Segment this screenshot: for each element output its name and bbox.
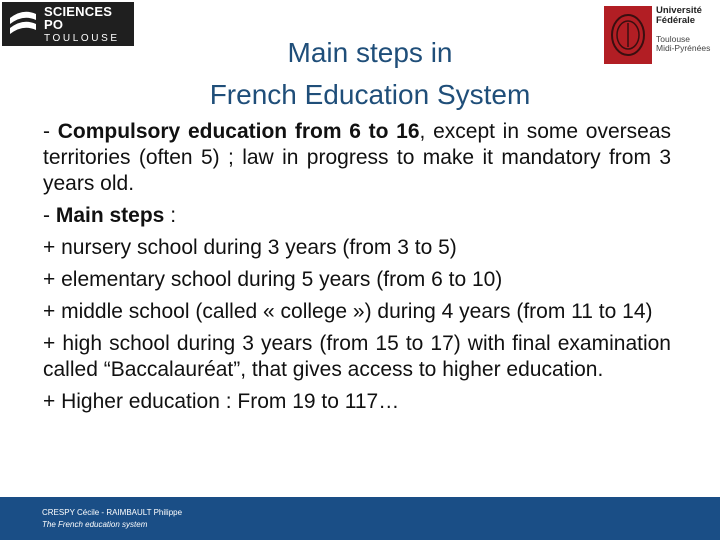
middle-school-item: + middle school (called « college ») during 4 years (from 11 to 14) <box>43 300 653 323</box>
footer-subtitle: The French education system <box>42 520 148 529</box>
logo-federale-text: Fédérale <box>656 15 696 27</box>
logo-universite-text: Université <box>656 5 702 16</box>
logo-toulouse-text: Toulouse <box>656 33 691 44</box>
main-steps-colon: : <box>164 204 177 227</box>
slide-body <box>43 119 671 421</box>
main-steps-heading <box>43 203 671 229</box>
high-school-item: + high school during 3 years (from 15 to 17) with final examination called “Baccalauréat”, that gives access to higher education. <box>43 332 671 381</box>
compulsory-education-paragraph <box>43 119 671 197</box>
slide-title-line-1: Main steps in <box>287 37 453 68</box>
sciences-po-logo-text: SCIENCES PO <box>44 3 113 32</box>
sciences-po-mark-icon <box>8 8 38 40</box>
slide-title-line-2: French Education System <box>209 79 531 110</box>
university-seal-icon <box>604 6 652 64</box>
bullet-dash: - <box>43 204 56 227</box>
bullet-dash: - <box>43 120 58 143</box>
footer-authors: CRESPY Cécile - RAIMBAULT Philippe <box>42 508 183 517</box>
logo-midi-pyrenees-text: Midi-Pyrénées <box>656 43 711 54</box>
main-steps-bold: Main steps <box>55 204 165 227</box>
compulsory-education-text: , except in some overseas territories (often 5) ; law in progress to make it mandatory from 3 years old. <box>43 120 672 195</box>
universite-federale-logo <box>604 6 716 68</box>
toulouse-logo-text: TOULOUSE <box>44 32 120 44</box>
nursery-school-item: + nursery school during 3 years (from 3 to 5) <box>43 236 457 259</box>
footer-bar <box>0 497 720 540</box>
higher-education-item: + Higher education : From 19 to 117… <box>43 390 400 413</box>
sciences-po-logo <box>2 2 134 46</box>
elementary-school-item: + elementary school during 5 years (from 6 to 10) <box>43 268 503 291</box>
compulsory-education-bold: Compulsory education from 6 to 16 <box>57 120 420 143</box>
slide-title <box>150 32 590 116</box>
